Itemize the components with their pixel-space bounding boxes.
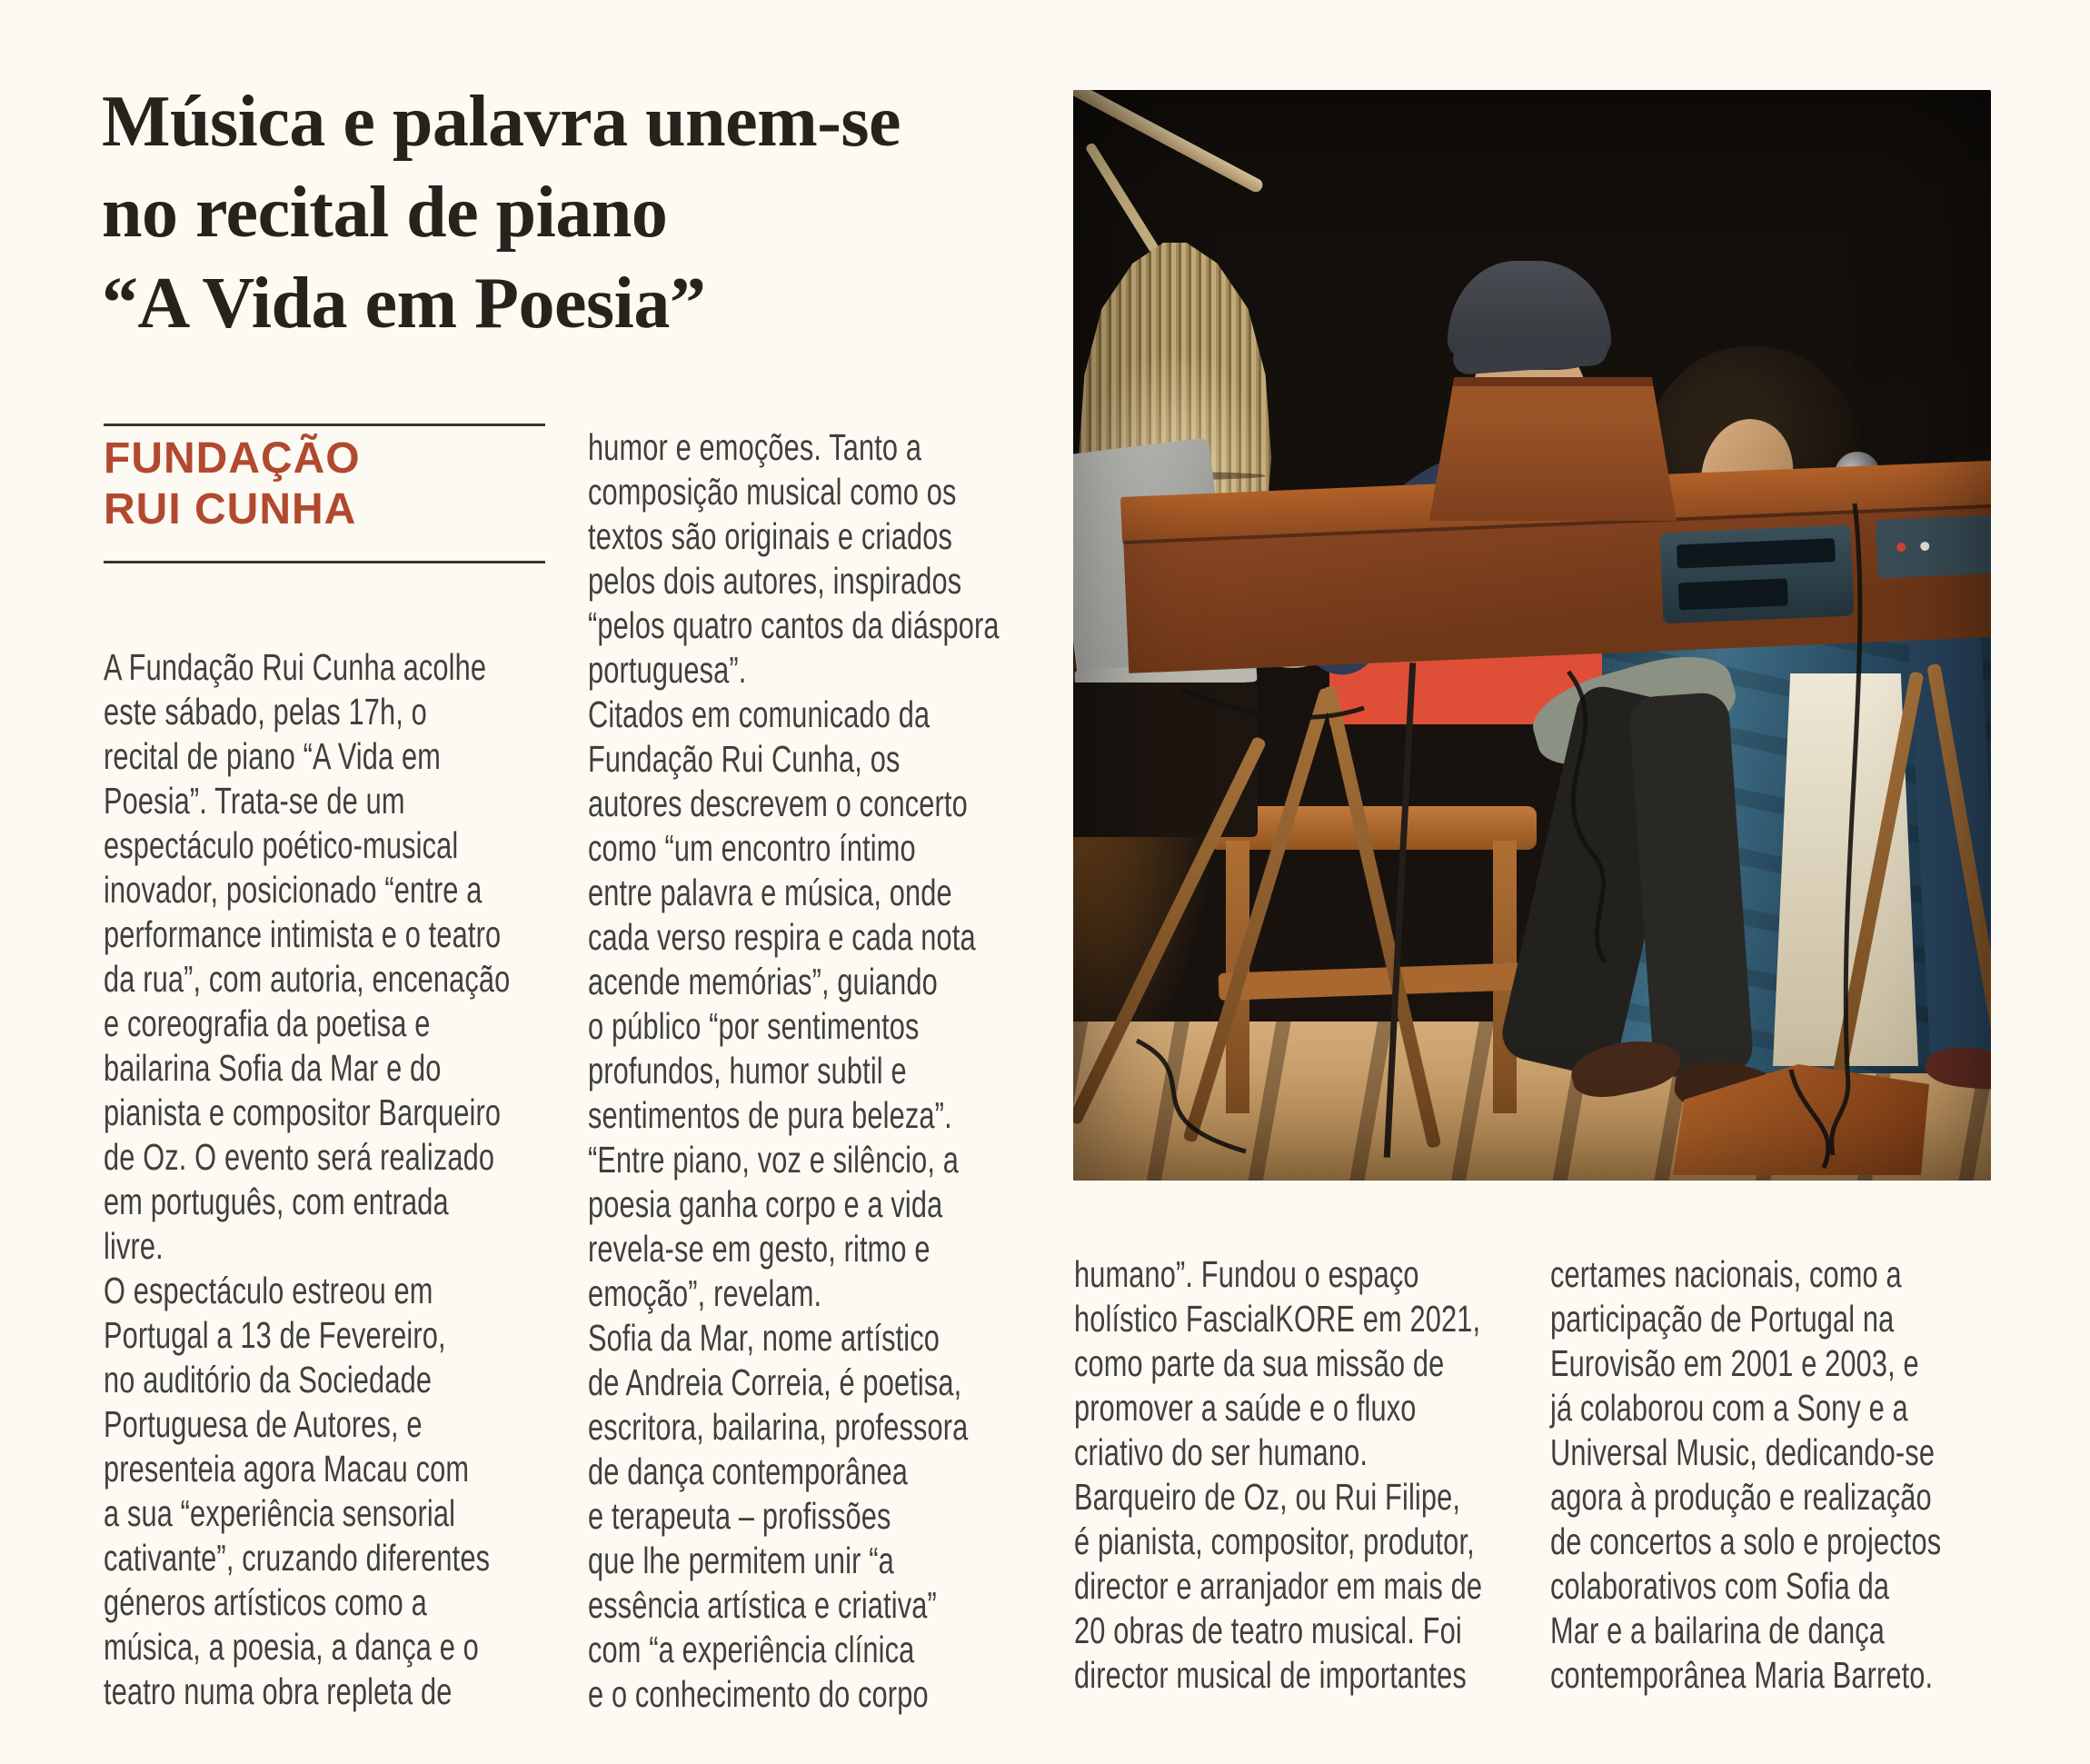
body-text-line: humor e emoções. Tanto a xyxy=(588,426,922,468)
body-text-line: “Entre piano, voz e silêncio, a xyxy=(588,1139,960,1181)
body-text-line: o público “por sentimentos xyxy=(588,1005,920,1047)
body-text-line: acende memórias”, guiando xyxy=(588,961,938,1002)
body-text-line: e o conhecimento do corpo xyxy=(588,1673,929,1715)
body-text-line: textos são originais e criados xyxy=(588,515,953,557)
body-text-line: de concertos a solo e projectos xyxy=(1550,1520,1942,1562)
body-text-line: composição musical como os xyxy=(588,471,957,513)
body-text-line: autores descrevem o concerto xyxy=(588,782,968,824)
body-text-line: Universal Music, dedicando-se xyxy=(1550,1431,1936,1473)
body-text-line: Fundação Rui Cunha, os xyxy=(588,738,901,780)
body-text-line: de Andreia Correia, é poetisa, xyxy=(588,1361,962,1403)
body-text-line: cada verso respira e cada nota xyxy=(588,916,976,958)
headline-line: “A Vida em Poesia” xyxy=(102,264,706,344)
body-text-line: sentimentos de pura beleza”. xyxy=(588,1094,952,1136)
body-text-line: Poesia”. Trata-se de um xyxy=(104,780,405,822)
body-text-line: Portugal a 13 de Fevereiro, xyxy=(104,1314,446,1356)
body-text-line: Citados em comunicado da xyxy=(588,693,931,735)
body-text-line: música, a poesia, a dança e o xyxy=(104,1626,479,1668)
body-text-line: humano”. Fundou o espaço xyxy=(1074,1253,1419,1295)
body-text-line: teatro numa obra repleta de xyxy=(104,1670,453,1712)
body-text-line: como parte da sua missão de xyxy=(1074,1342,1445,1384)
body-text-line: recital de piano “A Vida em xyxy=(104,735,442,777)
body-text-line: revela-se em gesto, ritmo e xyxy=(588,1228,931,1270)
stage-performance-photo xyxy=(1073,90,1991,1181)
body-text-line: Mar e a bailarina de dança xyxy=(1550,1610,1886,1651)
body-column-1 xyxy=(104,645,510,1714)
kicker-line-2: RUI CUNHA xyxy=(104,485,357,533)
body-text-line: Barqueiro de Oz, ou Rui Filipe, xyxy=(1074,1476,1461,1518)
body-text-line: da rua”, com autoria, encenação xyxy=(104,958,511,1000)
body-text-line: a sua “experiência sensorial xyxy=(104,1492,456,1534)
article-headline xyxy=(102,76,901,349)
body-text-line: e terapeuta – profissões xyxy=(588,1495,891,1537)
body-text-line: livre. xyxy=(104,1225,164,1267)
body-text-line: cativante”, cruzando diferentes xyxy=(104,1537,491,1579)
body-text-line: Sofia da Mar, nome artístico xyxy=(588,1317,940,1359)
body-text-line: este sábado, pelas 17h, o xyxy=(104,691,427,733)
body-text-line: é pianista, compositor, produtor, xyxy=(1074,1520,1475,1562)
body-text-line: pelos dois autores, inspirados xyxy=(588,560,962,602)
headline-line: no recital de piano xyxy=(102,173,668,253)
body-text-line: portuguesa”. xyxy=(588,649,747,691)
body-text-line: agora à produção e realização xyxy=(1550,1476,1932,1518)
body-column-3 xyxy=(1074,1252,1482,1698)
body-text-line: com “a experiência clínica xyxy=(588,1629,915,1670)
body-text-line: e coreografia da poetisa e xyxy=(104,1002,431,1044)
body-text-line: em português, com entrada xyxy=(104,1181,449,1222)
body-text-line: escritora, bailarina, professora xyxy=(588,1406,969,1448)
body-text-line: pianista e compositor Barqueiro xyxy=(104,1091,502,1133)
body-text-line: emoção”, revelam. xyxy=(588,1272,822,1314)
body-text-line: 20 obras de teatro musical. Foi xyxy=(1074,1610,1462,1651)
body-text-line: contemporânea Maria Barreto. xyxy=(1550,1654,1934,1696)
body-text-line: de Oz. O evento será realizado xyxy=(104,1136,495,1178)
body-text-line: que lhe permitem unir “a xyxy=(588,1540,894,1581)
kicker-rule-bottom xyxy=(104,561,545,563)
body-text-line: entre palavra e música, onde xyxy=(588,872,952,913)
body-text-line: poesia ganha corpo e a vida xyxy=(588,1183,943,1225)
body-text-line: Portuguesa de Autores, e xyxy=(104,1403,423,1445)
body-column-4 xyxy=(1550,1252,1941,1698)
section-kicker xyxy=(104,434,361,535)
body-text-line: certames nacionais, como a xyxy=(1550,1253,1902,1295)
body-text-line: O espectáculo estreou em xyxy=(104,1270,433,1311)
body-text-line: inovador, posicionado “entre a xyxy=(104,869,483,911)
body-text-line: director musical de importantes xyxy=(1074,1654,1467,1696)
body-text-line: performance intimista e o teatro xyxy=(104,913,502,955)
body-text-line: participação de Portugal na xyxy=(1550,1298,1895,1340)
body-text-line: presenteia agora Macau com xyxy=(104,1448,470,1490)
body-text-line: “pelos quatro cantos da diáspora xyxy=(588,604,1000,646)
body-text-line: como “um encontro íntimo xyxy=(588,827,916,869)
body-text-line: essência artística e criativa” xyxy=(588,1584,937,1626)
body-text-line: bailarina Sofia da Mar e do xyxy=(104,1047,442,1089)
kicker-rule-top xyxy=(104,424,545,426)
body-text-line: Eurovisão em 2001 e 2003, e xyxy=(1550,1342,1919,1384)
body-text-line: profundos, humor subtil e xyxy=(588,1050,907,1091)
body-text-line: colaborativos com Sofia da xyxy=(1550,1565,1890,1607)
kicker-line-1: FUNDAÇÃO xyxy=(104,434,361,483)
body-text-line: já colaborou com a Sony e a xyxy=(1550,1387,1908,1429)
body-text-line: holístico FascialKORE em 2021, xyxy=(1074,1298,1481,1340)
body-text-line: no auditório da Sociedade xyxy=(104,1359,433,1400)
body-text-line: de dança contemporânea xyxy=(588,1450,909,1492)
headline-line: Música e palavra unem-se xyxy=(102,82,901,162)
body-text-line: A Fundação Rui Cunha acolhe xyxy=(104,646,487,688)
body-column-2 xyxy=(588,425,1000,1717)
body-text-line: géneros artísticos como a xyxy=(104,1581,427,1623)
body-text-line: espectáculo poético-musical xyxy=(104,824,459,866)
body-text-line: promover a saúde e o fluxo xyxy=(1074,1387,1417,1429)
cables-artwork xyxy=(1073,90,1991,1181)
body-text-line: director e arranjador em mais de xyxy=(1074,1565,1483,1607)
body-text-line: criativo do ser humano. xyxy=(1074,1431,1368,1473)
